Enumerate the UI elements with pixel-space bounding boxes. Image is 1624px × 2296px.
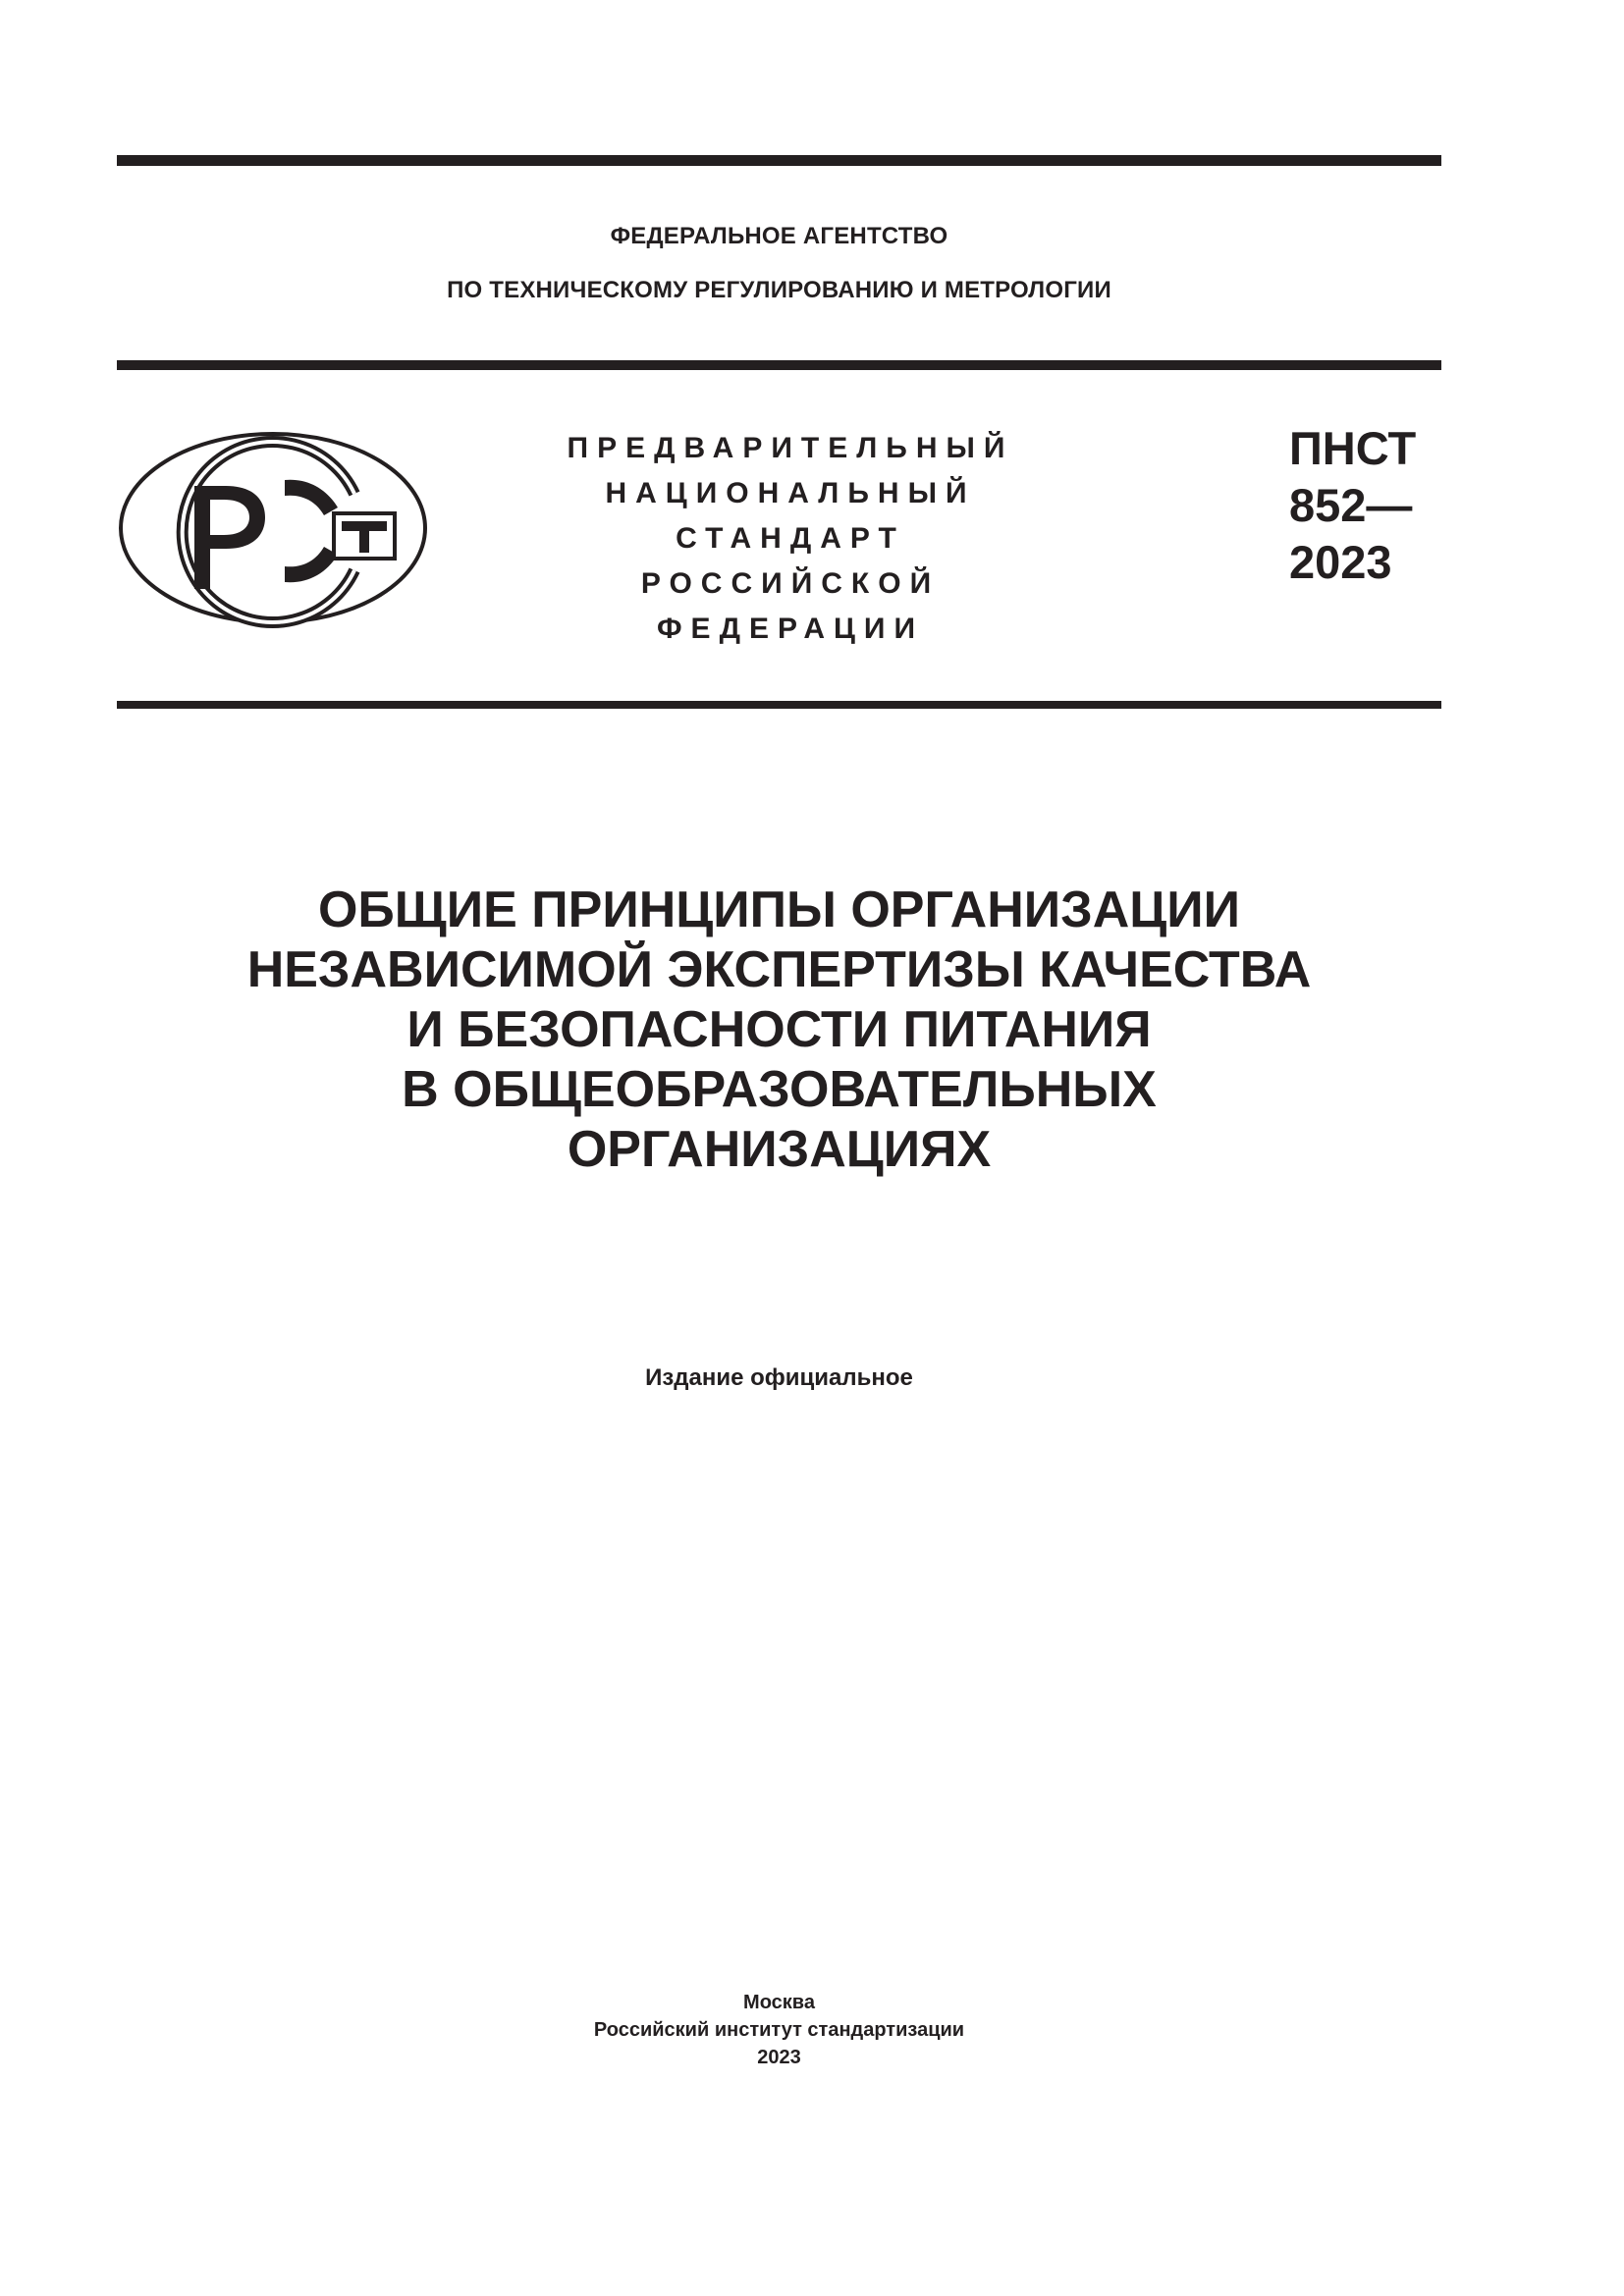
bottom-rule [117, 701, 1441, 709]
standard-type-line-2: НАЦИОНАЛЬНЫЙ [605, 477, 976, 509]
agency-name-line-1: ФЕДЕРАЛЬНОЕ АГЕНТСТВО [610, 223, 948, 249]
imprint [117, 1989, 1441, 2071]
standard-type-label [545, 426, 1036, 652]
standard-type-line-5: ФЕДЕРАЦИИ [656, 613, 925, 645]
imprint-city: Москва [743, 1992, 815, 2013]
standard-number-line-3: 2023 [1289, 536, 1392, 588]
standard-number-line-1: ПНСТ [1289, 422, 1417, 474]
title-line-5: ОРГАНИЗАЦИЯХ [567, 1121, 992, 1178]
title-line-2: НЕЗАВИСИМОЙ ЭКСПЕРТИЗЫ КАЧЕСТВА [246, 941, 1312, 998]
top-rule [117, 155, 1441, 166]
title-line-1: ОБЩИЕ ПРИНЦИПЫ ОРГАНИЗАЦИИ [317, 881, 1241, 938]
edition-label: Издание официальное [645, 1364, 913, 1391]
standard-type-line-3: СТАНДАРТ [676, 522, 905, 555]
imprint-year: 2023 [757, 2047, 801, 2068]
standard-type-line-4: РОССИЙСКОЙ [640, 567, 941, 600]
agency-name-line-2: ПО ТЕХНИЧЕСКОМУ РЕГУЛИРОВАНИЮ И МЕТРОЛОГИИ [447, 277, 1111, 303]
rst-gost-mark-icon [116, 427, 430, 633]
middle-rule [117, 360, 1441, 370]
standard-number-line-2: 852— [1289, 479, 1413, 531]
standard-type-line-1: ПРЕДВАРИТЕЛЬНЫЙ [567, 432, 1014, 464]
imprint-publisher: Российский институт стандартизации [593, 2019, 965, 2041]
title-line-3: И БЕЗОПАСНОСТИ ПИТАНИЯ [406, 1001, 1152, 1058]
title-line-4: В ОБЩЕОБРАЗОВАТЕЛЬНЫХ [402, 1061, 1157, 1118]
standard-number [1289, 420, 1466, 591]
document-title [117, 881, 1441, 1180]
